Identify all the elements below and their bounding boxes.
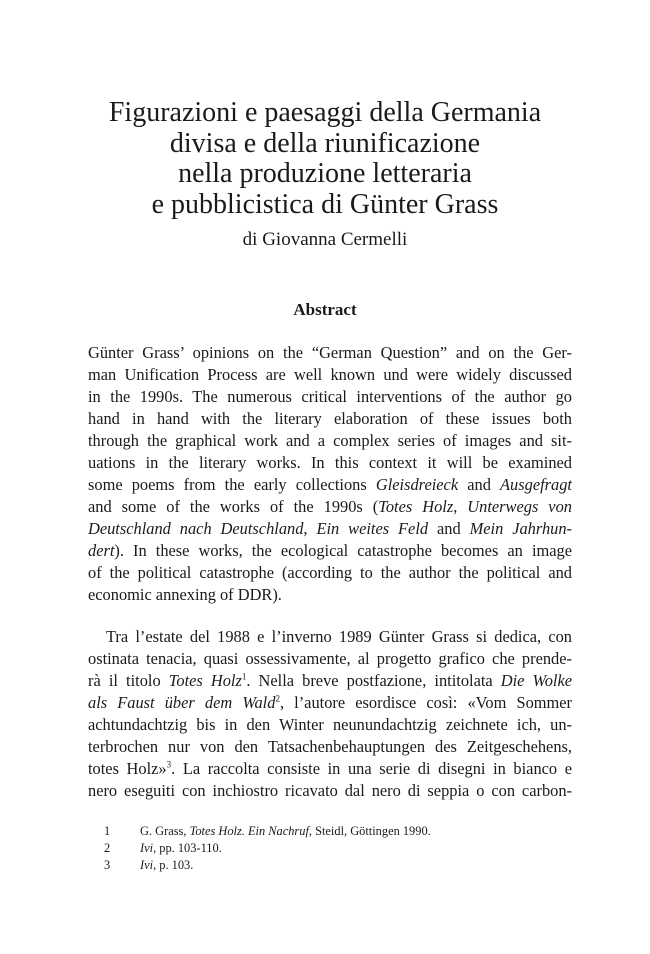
footnote-number: 1 — [104, 824, 111, 838]
abstract-line: man Unification Process are well known und were widely discussed — [88, 365, 572, 384]
abstract-line: Günter Grass’ opinions on the “German Question” and on the Ger- — [88, 343, 572, 362]
body-line: achtundachtzig bis in den Winter neunundachtzig zeichnete ich, un- — [88, 715, 572, 734]
footnote-number: 3 — [104, 858, 111, 872]
body-line: als Faust über dem Wald$^2$, l’autore esordisce così: «Vom Sommer — [88, 693, 572, 712]
abstract-line: through the graphical work and a complex series of images and sit- — [88, 431, 572, 450]
footnote-ref: 2 — [275, 693, 280, 704]
abstract-line: hand in hand with the literary elaboration of these issues both — [88, 409, 572, 428]
abstract-line: and some of the works of the 1990s (Totes Holz, Unterwegs von — [88, 497, 572, 516]
abstract-line: of the political catastrophe (according to the author the political and — [88, 563, 572, 582]
body-line: ostinata tenacia, quasi ossessivamente, al progetto grafico che prende- — [88, 649, 572, 668]
article-title — [60, 98, 590, 220]
title-line: Figurazioni e paesaggi della Germania — [108, 97, 542, 128]
body-line: totes Holz»$^3$. La raccolta consiste in una serie di disegni in bianco e — [88, 759, 572, 778]
body-line: rà il titolo Totes Holz$^1$. Nella breve postfazione, intitolata Die Wolke — [88, 671, 572, 690]
abstract-line: uations in the literary works. In this context it will be examined — [88, 453, 572, 472]
footnote-ref: 3 — [166, 759, 172, 770]
footnote-ref: 1 — [241, 671, 247, 682]
abstract-line: economic annexing of DDR). — [88, 585, 282, 604]
abstract-line: in the 1990s. The numerous critical interventions of the author go — [88, 387, 572, 406]
author-byline: di Giovanna Cermelli — [242, 229, 408, 250]
title-line: divisa e della riunificazione — [169, 127, 481, 159]
abstract-line: Deutschland nach Deutschland, Ein weites Feld and Mein Jahrhun- — [88, 519, 572, 538]
abstract-heading: Abstract — [293, 300, 357, 319]
document-page: Figurazioni e paesaggi della Germania divisa e della riunificazione nella produzione letteraria e pubblicistica di Günter Grass di Giovanna Cermelli Abstract Günter Grass’ opinions on the “German Question” and on the Ger- man Unification Process are well known und were widely discussed in the 1990s. The numerous critical interventions of the author go hand in hand with the literary elaboration of these issues both through the graphical work and a complex series of images and sit- uations in the literary works. In this context it will be examined some poems from the early collections Gleisdreieck and Ausgefragt and some of the works of the 1990s (Totes Holz, Unterwegs von Deutschland nach Deutschland, Ein weites Feld and Mein Jahrhun- dert). In these works, the ecological catastrophe becomes an image of the political catastrophe (according to the author the political and economic annexing of DDR). Tra l’estate del 1988 e l’inverno 1989 Günter Grass si dedica, con ostinata tenacia, quasi ossessivamente, al progetto grafico che prende- rà il titolo Totes Holz$^1$. Nella breve postfazione, intitolata Die Wolke als Faust über dem Wald$^2$, l’autore esordisce così: «Vom Sommer achtundachtzig bis in den Winter neunundachtzig zeichnete ich, un- terbrochen nur von den Tatsachenbehauptungen des Zeitgeschehens, totes Holz»$^3$. La raccolta consiste in una serie di disegni in bianco e nero eseguiti con inchiostro ricavato dal nero di seppia o con carbon- 1 G. Grass, Totes Holz. Ein Nachruf, Steidl, Göttingen 1990. 2 Ivi, pp. 103-110. 3 Ivi, p. 103. — [0, 0, 650, 954]
title-line: e pubblicistica di Günter Grass — [151, 188, 499, 220]
body-line: terbrochen nur von den Tatsachenbehauptungen des Zeitgeschehens, — [88, 737, 572, 756]
abstract-line: dert). In these works, the ecological catastrophe becomes an image — [88, 541, 572, 560]
footnote-number: 2 — [104, 841, 111, 855]
body-line: Tra l’estate del 1988 e l’inverno 1989 Günter Grass si dedica, con — [106, 627, 572, 646]
title-line: nella produzione letteraria — [178, 158, 472, 189]
body-line: nero eseguiti con inchiostro ricavato dal nero di seppia o con carbon- — [88, 781, 572, 800]
abstract-line: some poems from the early collections Gleisdreieck and Ausgefragt — [88, 475, 572, 494]
